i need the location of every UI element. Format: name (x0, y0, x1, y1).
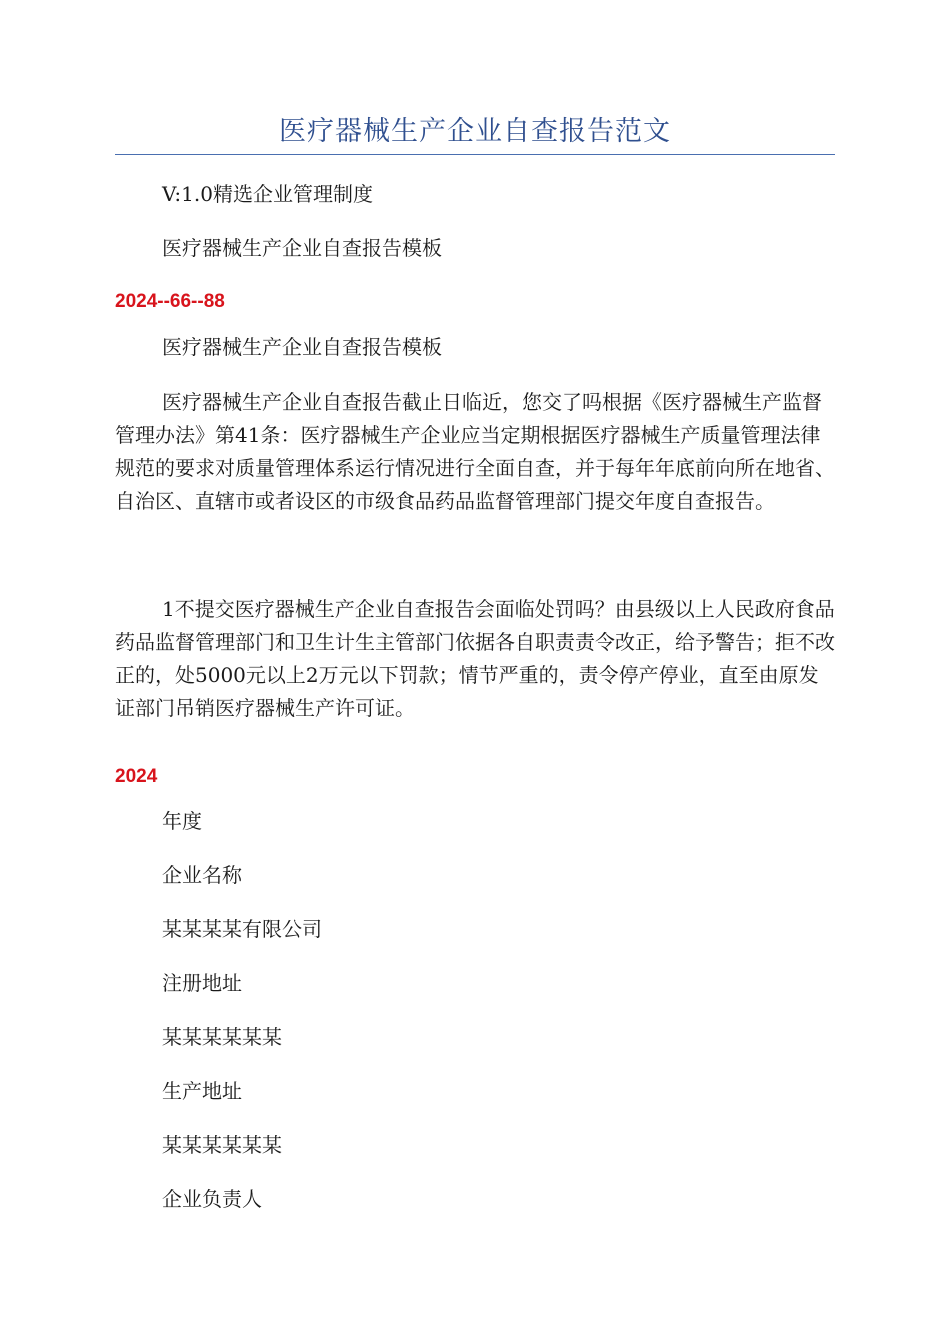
form-item-production-address-value: 某某某某某某 (162, 1133, 282, 1157)
body-paragraph-1: 医疗器械生产企业自查报告截止日临近，您交了吗根据《医疗器械生产监督管理办法》第41条：医疗器械生产企业应当定期根据医疗器械生产质量管理法律规范的要求对质量管理体系运行情况进行全面自查，并于每年年底前向所在地省、自治区、直辖市或者设区的市级食品药品监督管理部门提交年度自查报告。 (115, 390, 835, 513)
version-line: V:1.0精选企业管理制度 (162, 182, 373, 206)
form-item-company-name-label: 企业名称 (162, 863, 242, 887)
template-subtitle: 医疗器械生产企业自查报告模板 (162, 236, 442, 260)
body-paragraph-2: 1不提交医疗器械生产企业自查报告会面临处罚吗？由县级以上人民政府食品药品监督管理部门和卫生计生主管部门依据各自职责责令改正，给予警告；拒不改正的，处5000元以上2万元以下罚款；情节严重的，责令停产停业，直至由原发证部门吊销医疗器械生产许可证。 (115, 597, 835, 720)
document-title: 医疗器械生产企业自查报告范文 (279, 116, 671, 147)
template-subtitle-repeat: 医疗器械生产企业自查报告模板 (162, 335, 442, 359)
form-item-production-address-label: 生产地址 (162, 1079, 242, 1103)
form-item-registered-address-label: 注册地址 (162, 971, 242, 995)
year-marker: 2024 (115, 766, 158, 787)
title-underline (115, 154, 835, 155)
form-item-company-name-value: 某某某某有限公司 (162, 917, 322, 941)
form-item-company-head-label: 企业负责人 (162, 1187, 262, 1211)
form-item-year: 年度 (162, 809, 202, 833)
form-item-registered-address-value: 某某某某某某 (162, 1025, 282, 1049)
date-marker: 2024--66--88 (115, 291, 225, 312)
